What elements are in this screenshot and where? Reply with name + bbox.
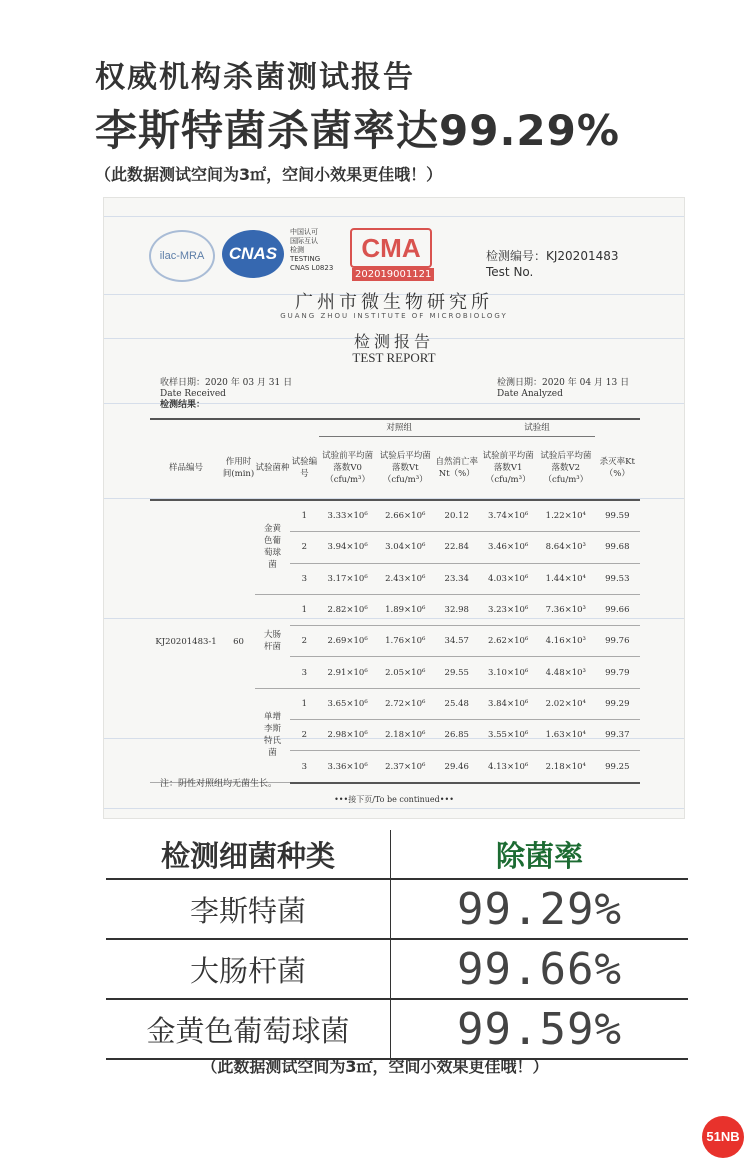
- table-cell: 4.03×10⁶: [479, 563, 537, 594]
- removal-rate: 99.59%: [391, 999, 689, 1059]
- table-cell: 1.89×10⁶: [376, 594, 434, 625]
- table-cell: 99.79: [595, 657, 640, 688]
- table-cell: 3.17×10⁶: [319, 563, 377, 594]
- table-cell: 2.69×10⁶: [319, 626, 377, 657]
- table-cell: 2.05×10⁶: [376, 657, 434, 688]
- table-cell: 25.48: [434, 688, 479, 719]
- table-cell: 3: [290, 563, 319, 594]
- table-cell: 34.57: [434, 626, 479, 657]
- species: 大肠杆菌: [255, 594, 290, 688]
- table-cell: 2: [290, 720, 319, 751]
- bacteria-type: 李斯特菌: [106, 879, 391, 939]
- table-cell: 7.36×10³: [537, 594, 595, 625]
- table-cell: 2.82×10⁶: [319, 594, 377, 625]
- control-group-header: 对照组: [319, 419, 480, 437]
- table-cell: 3.84×10⁶: [479, 688, 537, 719]
- table-row: [106, 939, 688, 999]
- summary-table: [106, 830, 688, 1060]
- species: 金黄色葡萄球菌: [255, 500, 290, 594]
- report-title-en: TEST REPORT: [352, 350, 436, 365]
- removal-rate: 99.29%: [391, 879, 689, 939]
- species: 单增李斯特氏菌: [255, 688, 290, 782]
- summary-col-rate: 除菌率: [391, 830, 689, 879]
- table-cell: 32.98: [434, 594, 479, 625]
- cnas-accreditation-text: 中国认可 国际互认 检测 TESTING CNAS L0823: [290, 228, 334, 272]
- table-row: [150, 500, 640, 532]
- table-header: 样品编号: [150, 437, 222, 501]
- table-cell: 1.76×10⁶: [376, 626, 434, 657]
- removal-rate: 99.66%: [391, 939, 689, 999]
- table-cell: 29.55: [434, 657, 479, 688]
- table-cell: 3.65×10⁶: [319, 688, 377, 719]
- table-cell: 4.48×10³: [537, 657, 595, 688]
- table-cell: 29.46: [434, 751, 479, 783]
- table-cell: 8.64×10³: [537, 532, 595, 563]
- bacteria-type: 大肠杆菌: [106, 939, 391, 999]
- report-title: 检测报告: [353, 332, 434, 351]
- table-cell: 1.63×10⁴: [537, 720, 595, 751]
- table-cell: 2.43×10⁶: [376, 563, 434, 594]
- table-cell: 3: [290, 751, 319, 783]
- institute-name: 广州市微生物研究所: [295, 292, 493, 313]
- table-cell: 3.33×10⁶: [319, 500, 377, 532]
- table-header: 试验前平均菌落数V1（cfu/m³）: [479, 437, 537, 501]
- cma-number: 202019001121: [352, 268, 434, 281]
- table-cell: 2.91×10⁶: [319, 657, 377, 688]
- headline-title: 权威机构杀菌测试报告: [95, 60, 415, 95]
- table-cell: 3: [290, 657, 319, 688]
- bacteria-type: 金黄色葡萄球菌: [106, 999, 391, 1059]
- table-cell: 99.37: [595, 720, 640, 751]
- table-cell: 99.59: [595, 500, 640, 532]
- institute-name-en: GUANG ZHOU INSTITUTE OF MICROBIOLOGY: [280, 312, 508, 320]
- duration: 60: [222, 500, 255, 783]
- table-cell: 2.37×10⁶: [376, 751, 434, 783]
- test-group-header: 试验组: [479, 419, 594, 437]
- table-cell: 3.23×10⁶: [479, 594, 537, 625]
- table-cell: 99.66: [595, 594, 640, 625]
- table-cell: 20.12: [434, 500, 479, 532]
- table-header: 试验编号: [290, 437, 319, 501]
- table-cell: 1.44×10⁴: [537, 563, 595, 594]
- continued-note: •••接下页/To be continued•••: [334, 795, 454, 804]
- table-cell: 3.10×10⁶: [479, 657, 537, 688]
- table-cell: 3.46×10⁶: [479, 532, 537, 563]
- table-cell: 2.62×10⁶: [479, 626, 537, 657]
- table-cell: 2.98×10⁶: [319, 720, 377, 751]
- table-cell: 3.74×10⁶: [479, 500, 537, 532]
- table-cell: 2: [290, 532, 319, 563]
- table-cell: 1: [290, 688, 319, 719]
- table-row: [106, 999, 688, 1059]
- test-report-scan: [103, 197, 685, 819]
- table-cell: 4.16×10³: [537, 626, 595, 657]
- cma-logo: CMA: [350, 228, 432, 268]
- sample-id: KJ20201483-1: [150, 500, 222, 783]
- table-header: 试验前平均菌落数V0（cfu/m³）: [319, 437, 377, 501]
- table-cell: 26.85: [434, 720, 479, 751]
- test-space-note: （此数据测试空间为3㎡，空间小效果更佳哦！）: [95, 165, 443, 184]
- ilac-mra-logo: ilac-MRA: [149, 230, 215, 282]
- table-cell: 2.66×10⁶: [376, 500, 434, 532]
- table-header: 作用时间(min): [222, 437, 255, 501]
- table-cell: 3.36×10⁶: [319, 751, 377, 783]
- table-cell: 3.55×10⁶: [479, 720, 537, 751]
- test-number: 检测编号：KJ20201483 Test No.: [486, 249, 619, 279]
- table-header: 试验后平均菌落数V2（cfu/m³）: [537, 437, 595, 501]
- cnas-logo: CNAS: [222, 230, 284, 278]
- table-header: 杀灭率Kt（%）: [595, 437, 640, 501]
- table-cell: 22.84: [434, 532, 479, 563]
- table-cell: 99.25: [595, 751, 640, 783]
- table-cell: 99.76: [595, 626, 640, 657]
- table-cell: 1: [290, 500, 319, 532]
- date-analyzed: 检测日期：2020 年 04 月 13 日 Date Analyzed: [497, 378, 630, 399]
- table-row: [106, 879, 688, 939]
- table-cell: 3.94×10⁶: [319, 532, 377, 563]
- summary-col-bacteria: 检测细菌种类: [106, 830, 391, 879]
- table-cell: 2.18×10⁴: [537, 751, 595, 783]
- brand-badge-logo: 51NB: [702, 1116, 744, 1158]
- table-cell: 99.68: [595, 532, 640, 563]
- test-space-note-bottom: （此数据测试空间为3㎡，空间小效果更佳哦！）: [201, 1057, 549, 1076]
- table-cell: 4.13×10⁶: [479, 751, 537, 783]
- table-cell: 1: [290, 594, 319, 625]
- table-header: 试验后平均菌落数Vt（cfu/m³）: [376, 437, 434, 501]
- table-header: 自然消亡率Nt（%）: [434, 437, 479, 501]
- date-received: 收样日期：2020 年 03 月 31 日 Date Received 检测结果：: [160, 378, 293, 410]
- headline-rate: 李斯特菌杀菌率达99.29%: [95, 106, 620, 155]
- table-cell: 2: [290, 626, 319, 657]
- report-footnote: 注：阴性对照组均无菌生长。: [160, 779, 278, 789]
- table-cell: 99.29: [595, 688, 640, 719]
- table-header: 试验菌种: [255, 437, 290, 501]
- table-cell: 2.18×10⁶: [376, 720, 434, 751]
- table-cell: 99.53: [595, 563, 640, 594]
- table-cell: 2.02×10⁴: [537, 688, 595, 719]
- table-cell: 23.34: [434, 563, 479, 594]
- table-cell: 3.04×10⁶: [376, 532, 434, 563]
- results-table: [150, 418, 640, 784]
- table-cell: 2.72×10⁶: [376, 688, 434, 719]
- table-cell: 1.22×10⁴: [537, 500, 595, 532]
